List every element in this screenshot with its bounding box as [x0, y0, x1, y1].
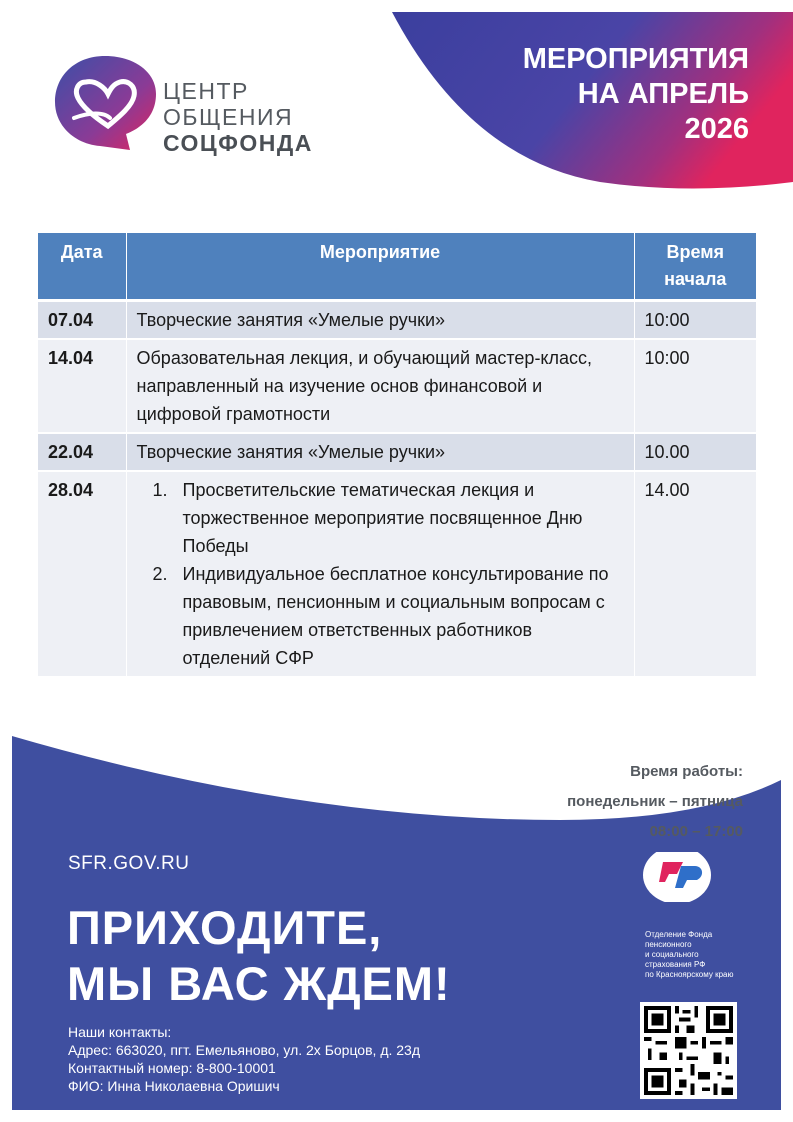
heart-speech-bubble-icon — [50, 48, 160, 158]
work-hours — [567, 757, 743, 847]
table-row — [38, 301, 756, 340]
title-line-1: МЕРОПРИЯТИЯ — [522, 43, 749, 75]
row-time: 10:00 — [634, 301, 756, 340]
slogan-line-1: ПРИХОДИТЕ, — [67, 901, 383, 954]
slogan — [67, 900, 451, 1012]
list-item: 1. Просветительские тематическая лекция и торжественное мероприятие посвященное Дню Победы — [173, 476, 624, 560]
title-line-2: НА АПРЕЛЬ — [577, 78, 749, 110]
sfr-caption-line: пенсионного — [645, 940, 692, 949]
title-line-3: 2026 — [684, 113, 749, 145]
sfr-caption-line: по Красноярскому краю — [645, 970, 734, 979]
page-title — [429, 42, 749, 147]
contacts-address: Адрес: 663020, пгт. Емельяново, ул. 2х Борцов, д. 23д — [68, 1042, 421, 1058]
contacts-person: ФИО: Инна Николаевна Оришич — [68, 1078, 280, 1094]
event-list — [137, 476, 624, 672]
site-link[interactable]: SFR.GOV.RU — [68, 853, 190, 874]
row-date: 22.04 — [38, 433, 126, 471]
row-event: Творческие занятия «Умелые ручки» — [126, 301, 634, 340]
row-event-list — [126, 471, 634, 676]
header-event: Мероприятие — [126, 233, 634, 301]
table-row — [38, 433, 756, 471]
table-row — [38, 339, 756, 433]
contacts-block — [68, 1023, 420, 1095]
table-header-row — [38, 233, 756, 301]
row-date: 28.04 — [38, 471, 126, 676]
list-item: 2. Индивидуальное бесплатное консультирование по правовым, пенсионным и социальным вопросам с привлечением ответственных работников отделений СФР — [173, 560, 624, 672]
logo-text — [163, 78, 313, 156]
row-date: 07.04 — [38, 301, 126, 340]
row-time: 14.00 — [634, 471, 756, 676]
table-row — [38, 471, 756, 676]
events-table — [38, 233, 756, 676]
slogan-line-2: МЫ ВАС ЖДЕМ! — [67, 957, 451, 1010]
sfr-caption — [645, 930, 775, 980]
contacts-phone: Контактный номер: 8-800-10001 — [68, 1060, 276, 1076]
sfr-caption-line: и социального — [645, 950, 699, 959]
row-event: Образовательная лекция, и обучающий мастер-класс, направленный на изучение основ финансовой и цифровой грамотности — [126, 339, 634, 433]
work-hours-days: понедельник – пятница — [567, 793, 743, 810]
qr-code-icon[interactable] — [640, 1002, 737, 1099]
work-hours-label: Время работы: — [630, 763, 743, 780]
work-hours-time: 08:00 – 17:00 — [649, 823, 743, 840]
sfr-caption-line: страхования РФ — [645, 960, 706, 969]
logo-line-1: ЦЕНТР — [163, 78, 249, 104]
contacts-title: Наши контакты: — [68, 1024, 172, 1040]
sfr-logo-icon — [643, 852, 713, 902]
sfr-caption-line: Отделение Фонда — [645, 930, 713, 939]
row-time: 10.00 — [634, 433, 756, 471]
row-time: 10:00 — [634, 339, 756, 433]
row-event: Творческие занятия «Умелые ручки» — [126, 433, 634, 471]
logo-line-2: ОБЩЕНИЯ — [163, 104, 294, 130]
row-date: 14.04 — [38, 339, 126, 433]
logo-line-3: СОЦФОНДА — [163, 130, 313, 156]
header-time: Время начала — [634, 233, 756, 301]
header-date: Дата — [38, 233, 126, 301]
